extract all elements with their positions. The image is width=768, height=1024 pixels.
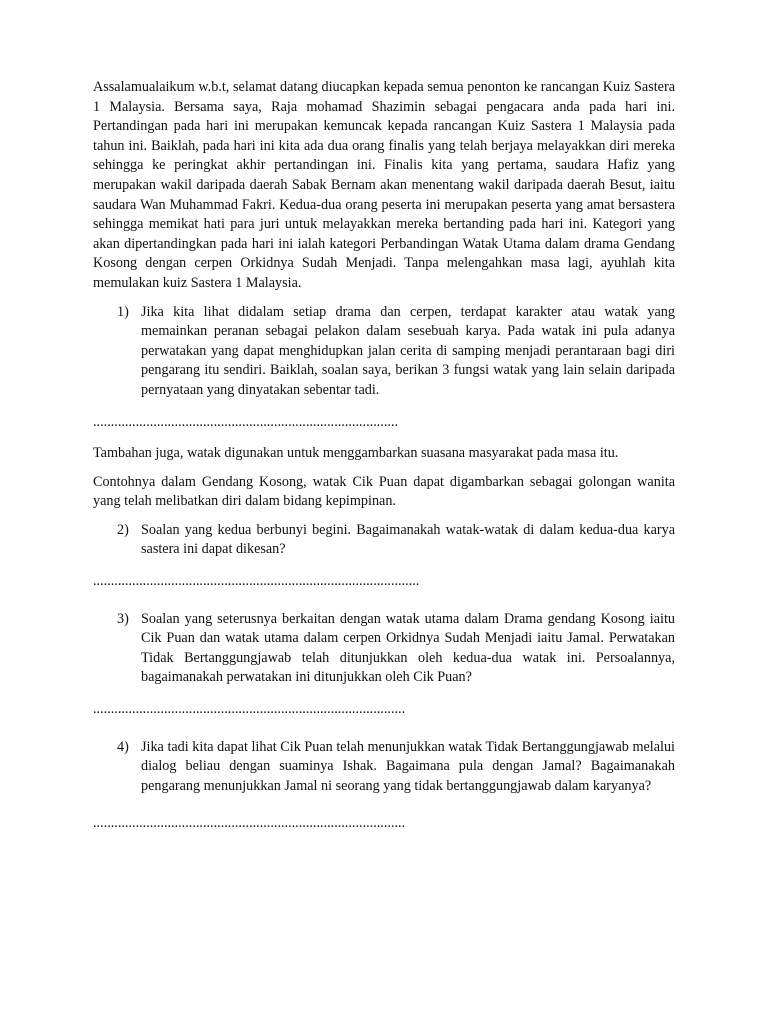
question-number: 1): [117, 303, 129, 320]
question-3: [117, 610, 675, 688]
answer-paragraph: Contohnya dalam Gendang Kosong, watak Cik Puan dapat digambarkan sebagai golongan wanita yang telah melibatkan diri dalam bidang kepimpinan.: [93, 473, 675, 510]
answer-line: ............................................................................................: [93, 573, 420, 590]
question-number: 4): [117, 738, 129, 755]
question-4: [117, 738, 675, 797]
answer-line: ........................................................................................: [93, 815, 406, 832]
document-page: [93, 78, 675, 834]
answer-line: ......................................................................................: [93, 413, 399, 430]
question-text: Soalan yang kedua berbunyi begini. Bagaimanakah watak-watak di dalam kedua-dua karya sastera ini dapat dikesan?: [141, 521, 675, 558]
answer-line: ........................................................................................: [93, 701, 406, 718]
question-number: 2): [117, 521, 129, 538]
question-2: [117, 521, 675, 560]
question-text: Jika kita lihat didalam setiap drama dan cerpen, terdapat karakter atau watak yang memainkan peranan sebagai pelakon dalam sesebuah karya. Pada watak ini pula adanya perwatakan yang dapat menghidupkan jalan cerita di samping menjadi perantaraan bagi diri pengarang itu sendiri. Baiklah, soalan saya, berikan 3 fungsi watak yang lain selain daripada pernyataan yang dinyatakan sebentar tadi.: [141, 303, 675, 398]
intro-paragraph: Assalamualaikum w.b.t, selamat datang diucapkan kepada semua penonton ke rancangan Kuiz Sastera 1 Malaysia. Bersama saya, Raja mohamad Shazimin sebagai pengacara anda pada hari ini. Pertandingan pada hari ini merupakan kemuncak kepada rancangan Kuiz Sastera 1 Malaysia pada tahun ini. Baiklah, pada hari ini kita ada dua orang finalis yang telah berjaya melayakkan diri mereka sehingga ke peringkat akhir pertandingan ini. Finalis kita yang pertama, saudara Hafiz yang merupakan wakil daripada daerah Sabak Bernam akan menentang wakil daripada daerah Besut, iaitu saudara Wan Muhammad Fakri. Kedua-dua orang peserta ini merupakan peserta yang amat bersastera sehingga memikat hati para juri untuk melayakkan mereka bertanding pada hari ini. Kategori yang akan dipertandingkan pada hari ini ialah kategori Perbandingan Watak Utama dalam drama Gendang Kosong dengan cerpen Orkidnya Sudah Menjadi. Tanpa melengahkan masa lagi, ayuhlah kita memulakan kuiz Sastera 1 Malaysia.: [93, 79, 675, 291]
answer-paragraph: Tambahan juga, watak digunakan untuk menggambarkan suasana masyarakat pada masa itu.: [93, 445, 619, 462]
question-1: [117, 303, 675, 401]
question-number: 3): [117, 610, 129, 627]
question-text: Soalan yang seterusnya berkaitan dengan watak utama dalam Drama gendang Kosong iaitu Cik Puan dan watak utama dalam cerpen Orkidnya Sudah Menjadi iaitu Jamal. Perwatakan Tidak Bertanggungjawab telah ditunjukkan oleh kedua-dua watak ini. Persoalannya, bagaimanakah perwatakan ini ditunjukkan oleh Cik Puan?: [141, 610, 675, 686]
question-text: Jika tadi kita dapat lihat Cik Puan telah menunjukkan watak Tidak Bertanggungjawab melalui dialog beliau dengan suaminya Ishak. Bagaimana pula dengan Jamal? Bagaimanakah pengarang menunjukkan Jamal ni seorang yang tidak bertanggungjawab dalam karyanya?: [141, 738, 675, 794]
